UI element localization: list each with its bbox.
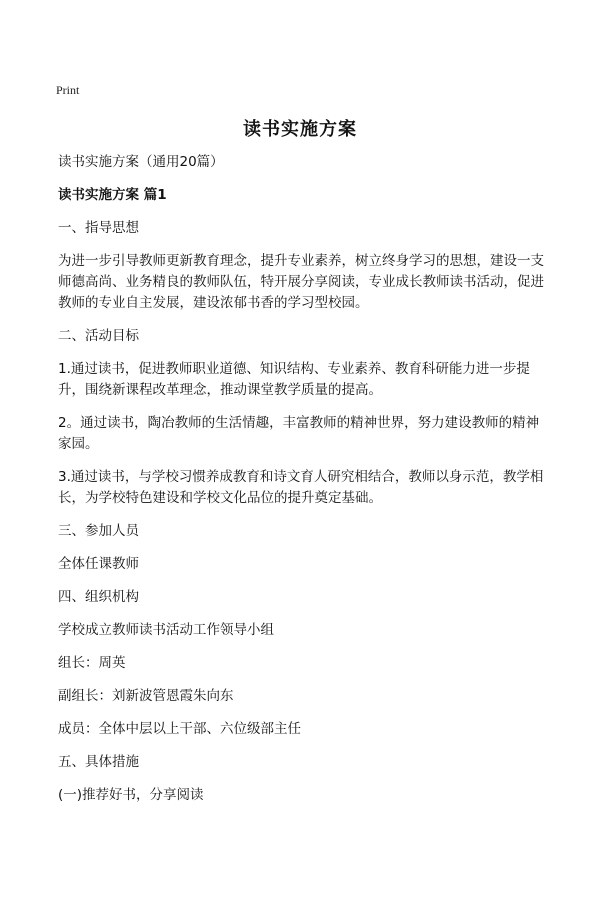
paragraph-participants: 全体任课教师 [58, 556, 139, 572]
paragraph-deputy-leaders: 副组长：刘新波管恩霞朱向东 [58, 688, 234, 704]
paragraph-goal-1: 1.通过读书，促进教师职业道德、知识结构、专业素养、教育科研能力进一步提升，围绕新课程改革理念，推动课堂教学质量的提高。 [58, 361, 530, 398]
section-heading-participants: 三、参加人员 [58, 523, 139, 539]
paragraph-guiding-ideology: 为进一步引导教师更新教育理念，提升专业素养，树立终身学习的思想，建设一支师德高尚、业务精良的教师队伍，特开展分享阅读，专业成长教师读书活动，促进教师的专业自主发展，建设浓郁书香的学习型校园。 [58, 253, 544, 311]
paragraph-members: 成员：全体中层以上干部、六位级部主任 [58, 721, 301, 737]
print-label: Print [56, 83, 80, 97]
document-body [58, 152, 546, 818]
section-heading-guiding-ideology: 一、指导思想 [58, 220, 139, 236]
paragraph-organization: 学校成立教师读书活动工作领导小组 [58, 622, 274, 638]
section-heading-organization: 四、组织机构 [58, 589, 139, 605]
paragraph-measure-1: (一)推荐好书，分享阅读 [58, 787, 204, 803]
paragraph-goal-2: 2。通过读书，陶冶教师的生活情趣，丰富教师的精神世界，努力建设教师的精神家园。 [58, 415, 540, 452]
section-heading-measures: 五、具体措施 [58, 754, 139, 770]
document-title: 读书实施方案 [243, 119, 357, 140]
section-heading-activity-goals: 二、活动目标 [58, 328, 139, 344]
paragraph-leader: 组长：周英 [58, 655, 126, 671]
document-subtitle: 读书实施方案（通用20篇） [58, 154, 224, 170]
article-title: 读书实施方案 篇1 [58, 187, 167, 203]
paragraph-goal-3: 3.通过读书，与学校习惯养成教育和诗文育人研究相结合，教师以身示范，教学相长，为学校特色建设和学校文化品位的提升奠定基础。 [58, 469, 544, 506]
